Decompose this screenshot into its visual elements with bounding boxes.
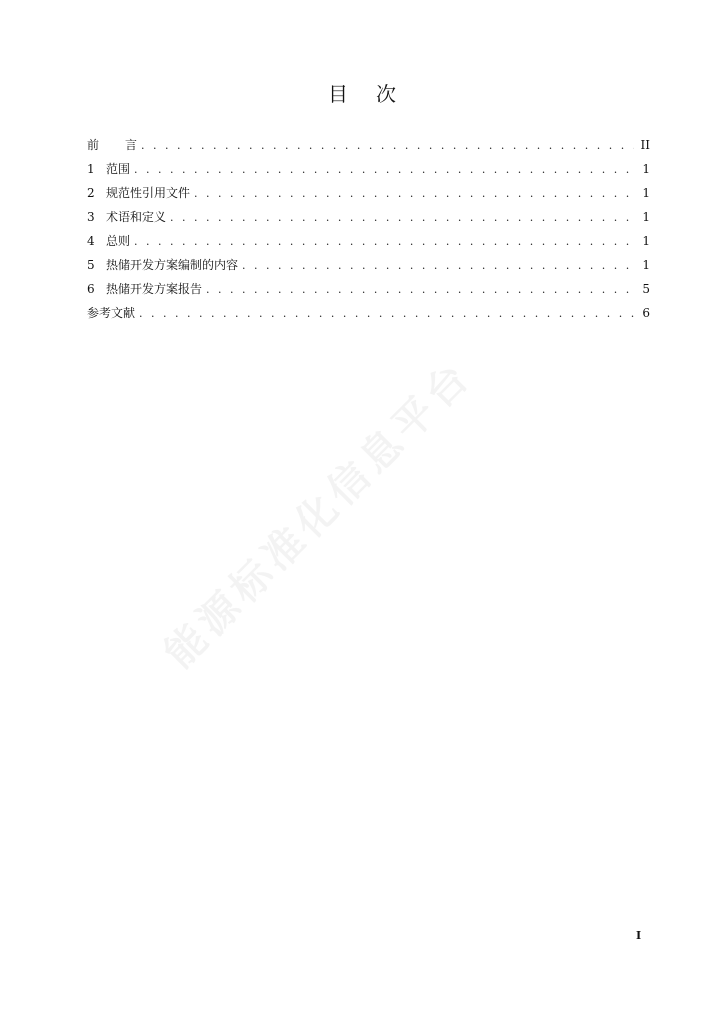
toc-entry-number: 6	[87, 282, 95, 296]
toc-entry-scope[interactable]	[87, 160, 650, 184]
toc-entry-general[interactable]	[87, 232, 650, 256]
toc-entry-number: 1	[87, 162, 95, 176]
toc-leader-dots	[134, 233, 634, 251]
toc-entry-page: 1	[642, 234, 650, 248]
toc-entry-label: 参考文献	[87, 306, 136, 320]
toc-leader-dots	[134, 161, 634, 179]
toc-leader-dots	[206, 281, 634, 299]
toc-entry-number: 5	[87, 258, 95, 272]
toc-entry-page: 6	[642, 306, 650, 320]
toc-entry-label: 规范性引用文件	[106, 186, 191, 200]
toc-leader-dots	[242, 257, 634, 275]
toc-entry-normative-references[interactable]	[87, 184, 650, 208]
watermark: 能源标准化信息平台	[156, 351, 482, 678]
toc-entry-number: 2	[87, 186, 95, 200]
toc-entry-label: 热储开发方案编制的内容	[106, 258, 239, 272]
toc-entry-bibliography[interactable]	[87, 304, 650, 328]
toc-entry-page: 1	[642, 186, 650, 200]
toc-entry-terms-definitions[interactable]	[87, 208, 650, 232]
toc-entry-label: 术语和定义	[106, 210, 167, 224]
toc-leader-dots	[170, 209, 634, 227]
toc-entry-plan-report[interactable]	[87, 280, 650, 304]
table-of-contents	[87, 136, 650, 328]
title-char-2: 次	[376, 82, 396, 106]
toc-entry-label: 热储开发方案报告	[106, 282, 203, 296]
toc-entry-foreword[interactable]	[87, 136, 650, 160]
toc-entry-page: 5	[642, 282, 650, 296]
toc-entry-label: 前 言	[87, 138, 138, 152]
title-char-1: 目	[328, 82, 348, 106]
toc-entry-label: 总则	[106, 234, 131, 248]
toc-entry-page: 1	[642, 162, 650, 176]
toc-entry-number: 3	[87, 210, 95, 224]
page-number: I	[636, 929, 642, 942]
toc-leader-dots	[139, 305, 634, 323]
toc-entry-page: 1	[642, 258, 650, 272]
page-title	[0, 78, 724, 107]
toc-entry-label: 范围	[106, 162, 131, 176]
toc-entry-number: 4	[87, 234, 95, 248]
toc-entry-page: II	[640, 138, 650, 152]
toc-entry-plan-content[interactable]	[87, 256, 650, 280]
toc-entry-page: 1	[642, 210, 650, 224]
toc-leader-dots	[194, 185, 634, 203]
toc-leader-dots	[141, 137, 634, 155]
